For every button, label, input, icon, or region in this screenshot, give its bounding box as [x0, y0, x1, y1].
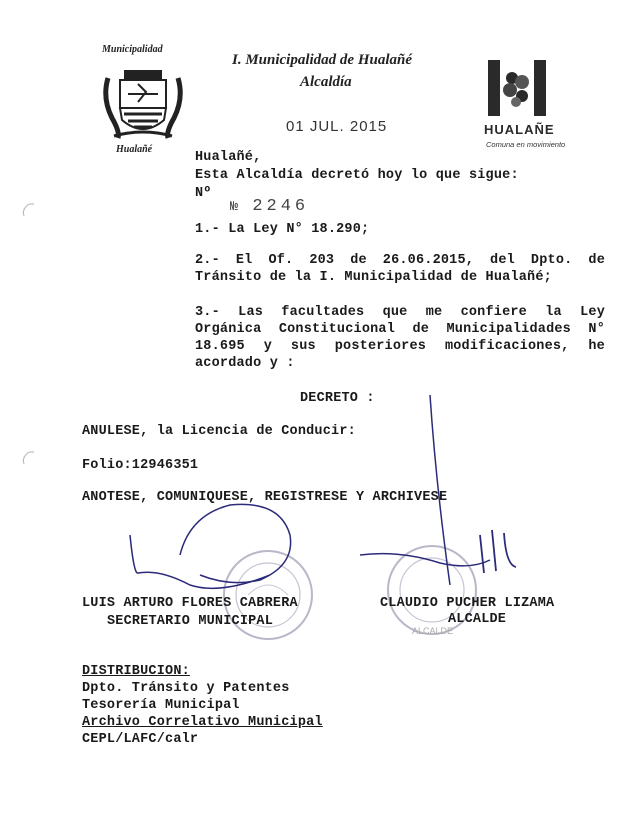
item-3-line-3: 18.695 y sus posteriores modificaciones, he: [195, 339, 605, 354]
item-1: 1.- La Ley N° 18.290;: [195, 222, 370, 237]
anulese-line: ANULESE, la Licencia de Conducir:: [82, 424, 356, 439]
distribution-line: Archivo Correlativo Municipal: [82, 715, 323, 730]
number-prefix: №: [230, 200, 239, 215]
secretary-signature: [120, 495, 320, 605]
crest-shield-icon: [98, 58, 188, 144]
brand-tagline: Comuna en movimiento: [486, 140, 566, 149]
header-subtitle: Alcaldía: [300, 74, 352, 90]
municipal-crest: [92, 40, 192, 170]
brand-name: HUALAÑE: [484, 122, 555, 137]
item-3-line-4: acordado y :: [195, 356, 295, 371]
decree-number: [230, 197, 309, 216]
mayor-name: CLAUDIO PUCHER LIZAMA: [380, 596, 555, 611]
punch-hole-mark: [18, 448, 38, 468]
mayor-signature: [340, 395, 540, 595]
crest-bottom-text: Hualañé: [116, 144, 153, 155]
anotese-line: ANOTESE, COMUNIQUESE, REGISTRESE Y ARCHIVESE: [82, 490, 448, 505]
mayor-title: ALCALDE: [448, 612, 507, 627]
decreto-heading: DECRETO :: [300, 391, 375, 406]
distribution-line: Tesorería Municipal: [82, 698, 240, 713]
header-title: I. Municipalidad de Hualañé: [232, 52, 413, 68]
date-stamp: 01 JUL. 2015: [286, 118, 388, 135]
item-3-line-1: 3.- Las facultades que me confiere la Ley: [195, 305, 605, 320]
mayor-seal-text: ALCALDE: [412, 626, 454, 636]
place-line: Hualañé,: [195, 150, 262, 165]
number-label: Nº: [195, 186, 212, 201]
item-3-line-2: Orgánica Constitucional de Municipalidades N°: [195, 322, 605, 337]
secretary-name: LUIS ARTURO FLORES CABRERA: [82, 596, 298, 611]
secretary-title: SECRETARIO MUNICIPAL: [107, 614, 274, 629]
crest-top-text: Municipalidad: [102, 44, 163, 55]
folio-line: Folio:12946351: [82, 458, 199, 473]
distribution-line: CEPL/LAFC/calr: [82, 732, 199, 747]
punch-hole-mark: [18, 200, 38, 220]
intro-line: Esta Alcaldía decretó hoy lo que sigue:: [195, 168, 519, 183]
number-value: 2246: [252, 197, 310, 216]
distribution-line: Dpto. Tránsito y Patentes: [82, 681, 290, 696]
item-2-line-2: Tránsito de la I. Municipalidad de Hualañé;: [195, 270, 552, 285]
item-2-line-1: 2.- El Of. 203 de 26.06.2015, del Dpto. de: [195, 253, 605, 268]
distribution-heading: DISTRIBUCION:: [82, 664, 190, 679]
hualane-logo: [478, 58, 568, 150]
h-letter-icon: [484, 58, 550, 118]
